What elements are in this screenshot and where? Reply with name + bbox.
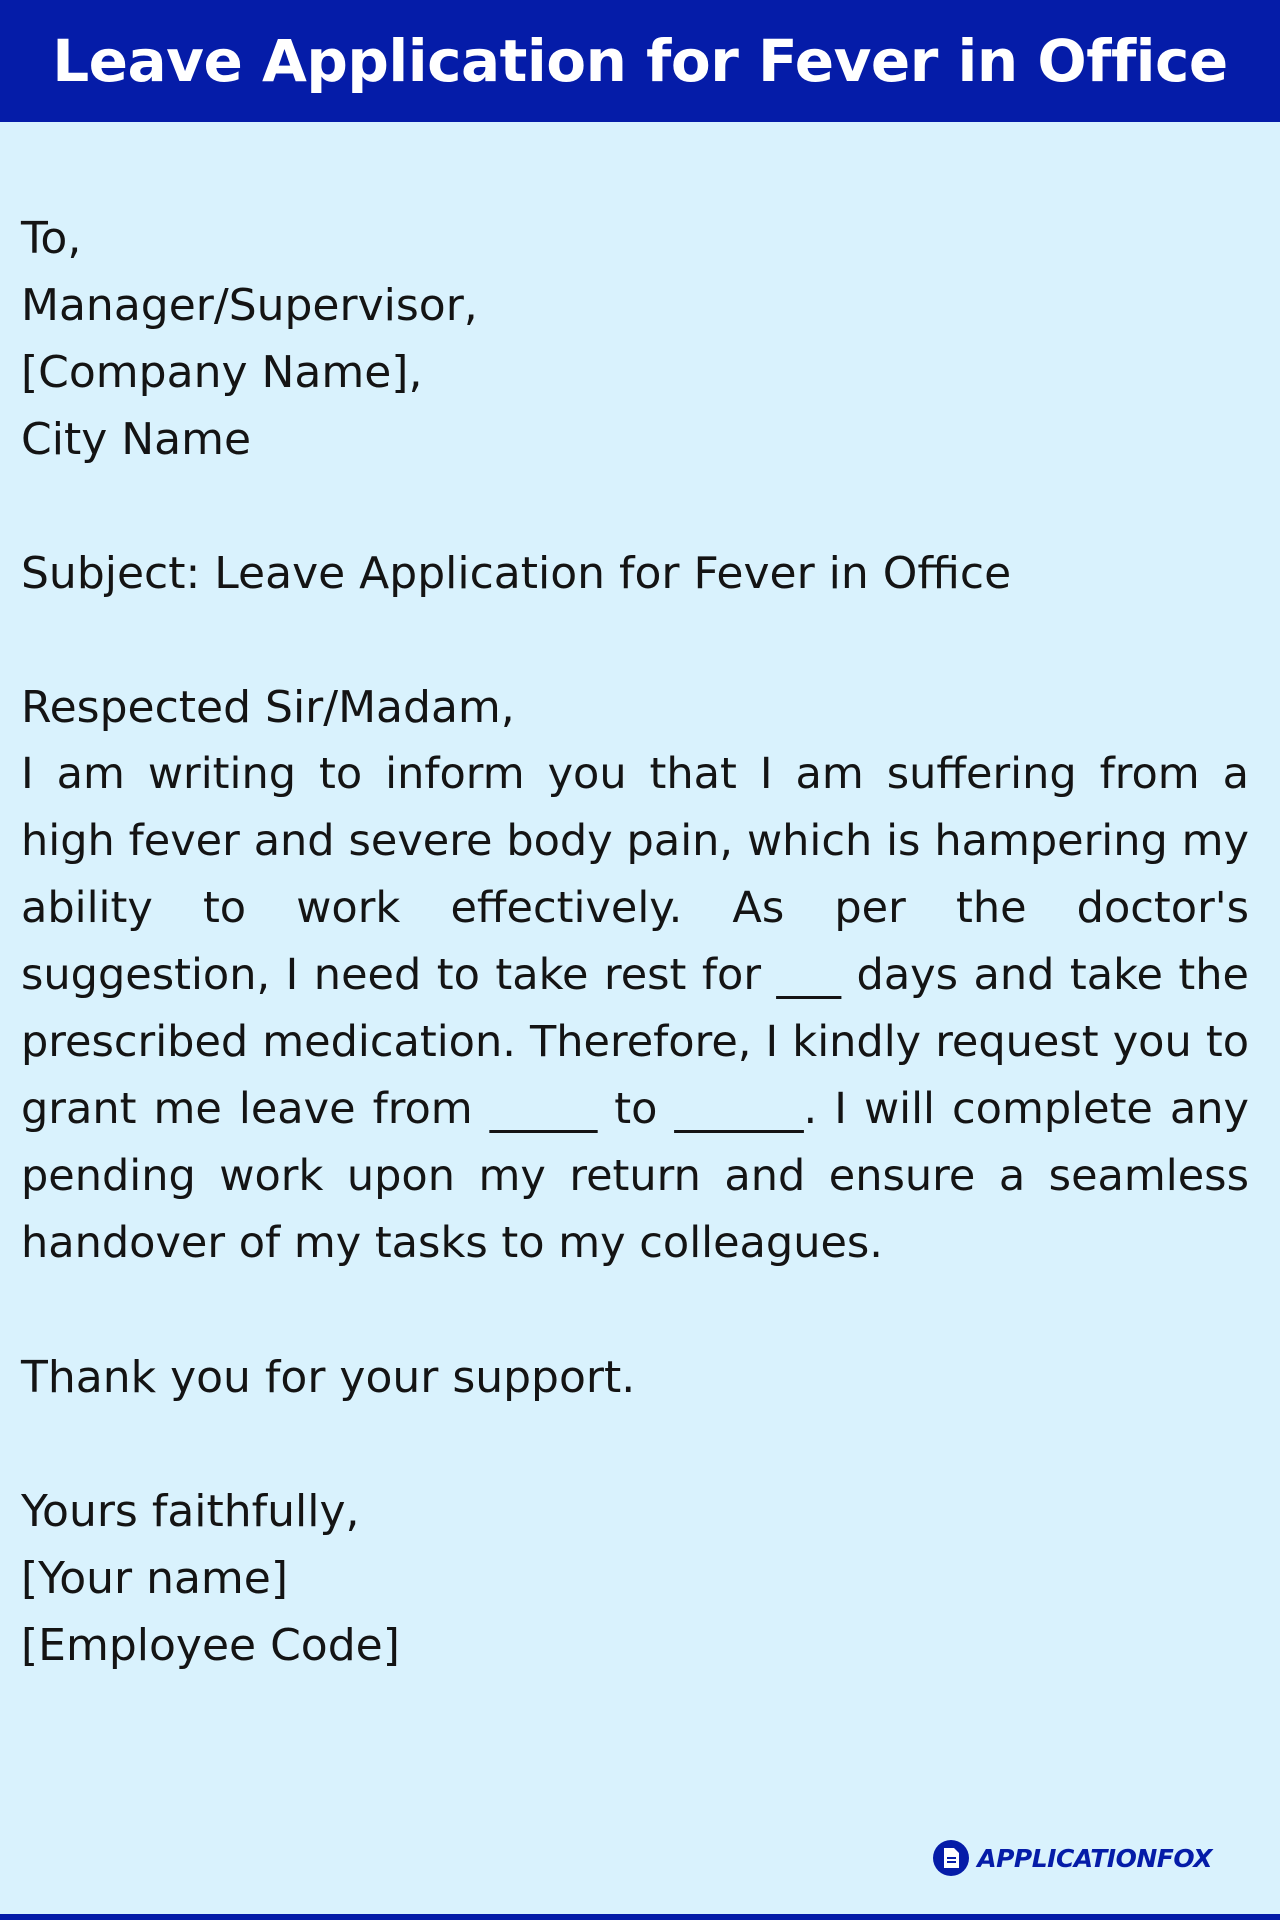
bottom-border	[0, 1914, 1280, 1920]
spacer	[21, 473, 1249, 540]
address-line-recipient: Manager/Supervisor,	[21, 280, 478, 331]
signature-employee-code: [Employee Code]	[21, 1620, 400, 1671]
signature-name: [Your name]	[21, 1553, 289, 1604]
spacer	[21, 607, 1249, 674]
closing-line: Yours faithfully,	[21, 1486, 360, 1537]
subject-line: Subject: Leave Application for Fever in Office	[21, 548, 1012, 599]
thanks-line: Thank you for your support.	[21, 1352, 636, 1403]
address-line-company: [Company Name],	[21, 347, 423, 398]
salutation: Respected Sir/Madam,	[21, 682, 515, 733]
letter-body: I am writing to inform you that I am suffering from a high fever and severe body pain, which is hampering my ability to work effectively. As per the doctor's suggestion, I need to take rest for ___ days and take the prescribed medication. Therefore, I kindly request you to grant me leave from _____ to ______. I will complete any pending work upon my return and ensure a seamless handover of my tasks to my colleagues.	[21, 749, 1249, 1268]
letter-content	[21, 205, 1249, 1679]
brand-name: APPLICATIONFOX	[977, 1843, 1212, 1873]
address-line-city: City Name	[21, 414, 252, 465]
spacer	[21, 1277, 1249, 1344]
spacer	[21, 1411, 1249, 1478]
brand-logo	[933, 1840, 1212, 1876]
address-line-to: To,	[21, 213, 82, 264]
header-banner	[0, 0, 1280, 122]
document-icon	[933, 1840, 969, 1876]
page-title: Leave Application for Fever in Office	[52, 27, 1228, 95]
